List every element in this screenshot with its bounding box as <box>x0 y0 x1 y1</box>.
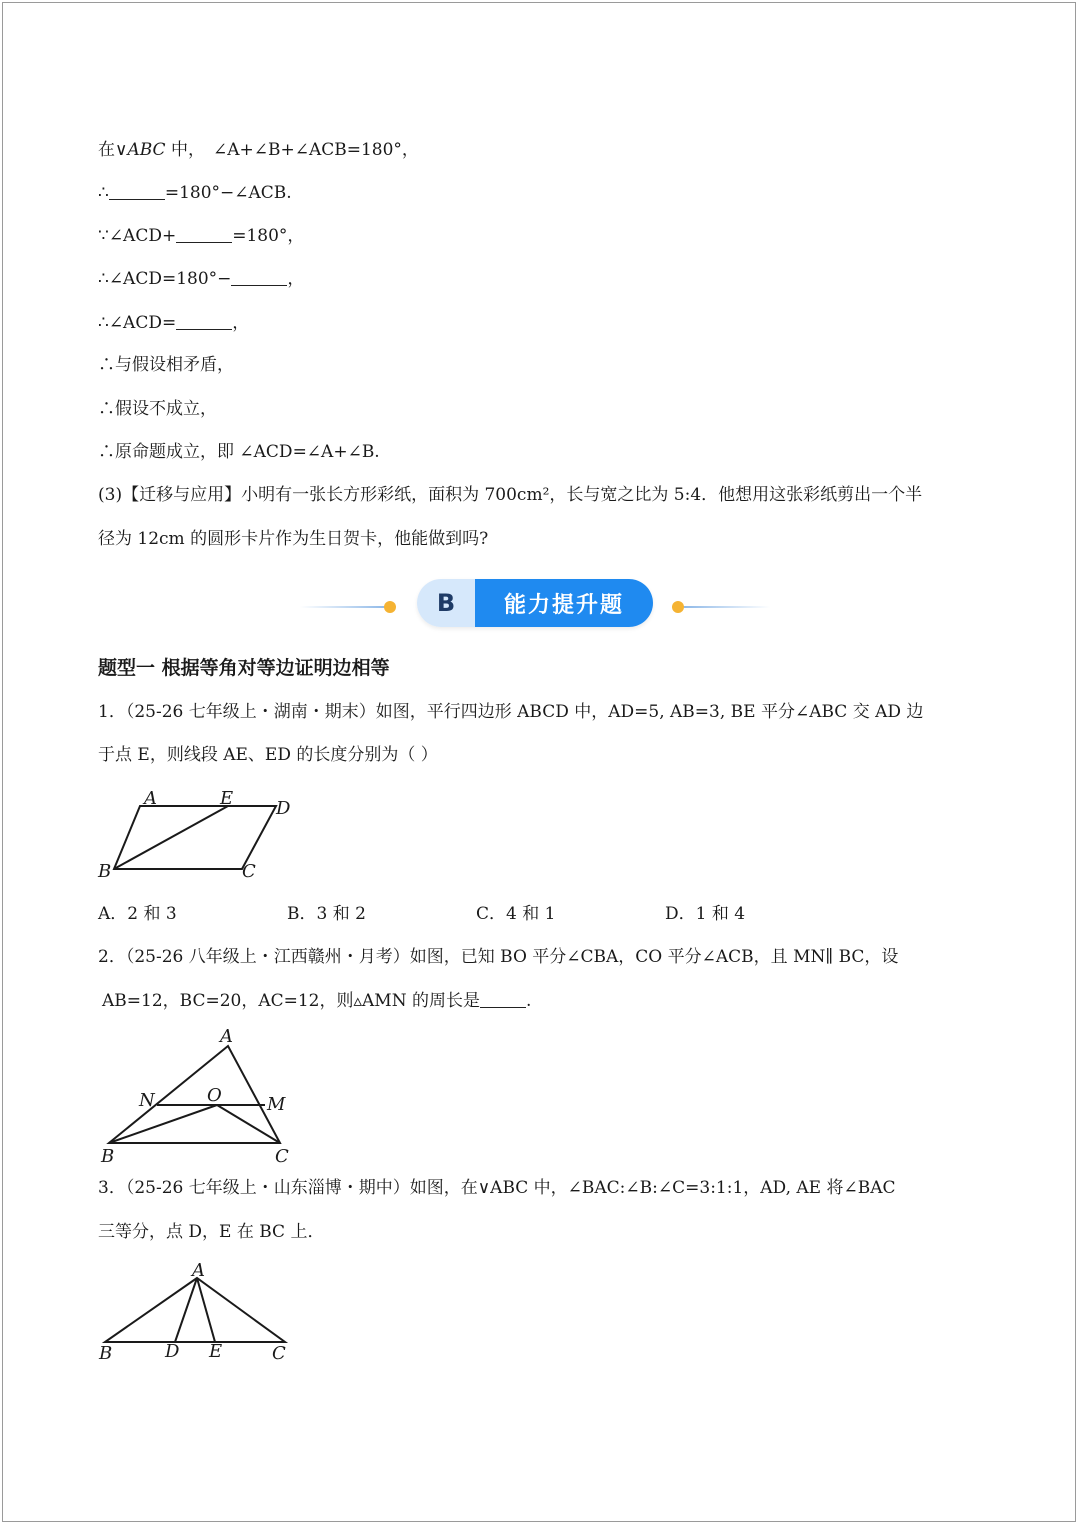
therefore-symbol: ∴ <box>98 183 109 203</box>
proof-line-4 <box>98 268 988 290</box>
problem-2-text: AB=12，BC=20，AC=12，则▵AMN 的周长是 <box>102 991 480 1011</box>
fill-blank[interactable] <box>480 991 526 1008</box>
triangle-ade-figure <box>95 1260 305 1366</box>
proof-text: ∵∠ACD+ <box>98 226 177 246</box>
banner-title: 能力提升题 <box>475 579 653 627</box>
parallelogram-abcd <box>114 806 276 869</box>
proof-text: ∴∠ACD=180°− <box>98 269 232 289</box>
fill-blank[interactable] <box>176 226 232 243</box>
banner-dot-right <box>672 601 684 613</box>
problem-2-line-1: 2．（25-26 八年级上・江西赣州・月考）如图，已知 BO 平分∠CBA，CO 平分∠ACB，且 MN∥ BC，设 <box>98 947 899 967</box>
choice-d[interactable]: D．1 和 4 <box>665 904 746 924</box>
label-c: C <box>275 1146 289 1166</box>
segment-ae <box>197 1278 215 1342</box>
choice-a[interactable]: A．2 和 3 <box>98 904 177 924</box>
proof-line-5 <box>98 312 988 334</box>
label-d: D <box>276 798 291 819</box>
label-e: E <box>209 1341 223 1362</box>
section-heading: 题型一 根据等角对等边证明边相等 <box>98 657 390 679</box>
label-c: C <box>272 1343 286 1364</box>
fill-blank[interactable] <box>176 313 232 330</box>
label-m: M <box>267 1094 286 1115</box>
problem-1-line-2: 于点 E，则线段 AE、ED 的长度分别为（ ） <box>98 745 438 765</box>
proof-text: ， <box>287 269 305 289</box>
proof-text: ， <box>232 313 250 333</box>
banner-letter: B <box>417 579 475 627</box>
label-a: A <box>220 1026 233 1047</box>
proof-line-3 <box>98 225 988 247</box>
proof-text: 在∨ <box>98 140 128 160</box>
proof-line-6: ∴与假设相矛盾， <box>98 355 234 375</box>
proof-text: ∴原命题成立，即 <box>98 442 240 462</box>
triangle-label: ABC <box>127 140 166 160</box>
banner-decor-line-left <box>300 606 386 608</box>
problem-2-line-2 <box>102 990 992 1012</box>
proof-text: ∴∠ACD= <box>98 313 177 333</box>
label-c: C <box>242 861 256 882</box>
section-banner <box>417 579 653 627</box>
banner-decor-line-right <box>684 606 770 608</box>
label-a: A <box>144 788 157 809</box>
label-b: B <box>99 1343 113 1364</box>
choice-b[interactable]: B．3 和 2 <box>287 904 366 924</box>
problem-3-line-2: 三等分，点 D，E 在 BC 上． <box>98 1222 325 1242</box>
label-o: O <box>207 1085 222 1106</box>
proof-text: =180°， <box>232 226 305 246</box>
problem-3-line-1: 3．（25-26 七年级上・山东淄博・期中）如图，在∨ABC 中，∠BAC:∠B:∠C=3:1:1，AD, AE 将∠BAC <box>98 1178 896 1198</box>
angle-sum-equation: ∠A+∠B+∠ACB=180°， <box>212 140 419 160</box>
problem-1-line-1: 1．（25-26 七年级上・湖南・期末）如图，平行四边形 ABCD 中，AD=5, AB=3, BE 平分∠ABC 交 AD 边 <box>98 702 924 722</box>
choice-c[interactable]: C．4 和 1 <box>476 904 556 924</box>
proof-line-1 <box>98 139 988 161</box>
problem-2-text: . <box>526 991 532 1011</box>
question-3-line-1: (3)【迁移与应用】小明有一张长方形彩纸，面积为 700cm²，长与宽之比为 5:4．他想用这张彩纸剪出一个半 <box>98 485 923 505</box>
label-b: B <box>98 861 112 882</box>
proof-line-7: ∴假设不成立， <box>98 399 217 419</box>
label-b: B <box>101 1146 115 1166</box>
segment-bo <box>109 1105 217 1143</box>
label-e: E <box>220 788 234 809</box>
conclusion-equation: ∠ACD=∠A+∠B. <box>239 442 380 462</box>
label-n: N <box>139 1090 155 1111</box>
proof-line-8 <box>98 441 988 463</box>
triangle-abc <box>105 1278 285 1342</box>
label-a: A <box>192 1260 205 1281</box>
label-d: D <box>165 1341 180 1362</box>
proof-text: 中， <box>165 140 205 160</box>
fill-blank[interactable] <box>109 183 165 200</box>
proof-line-2 <box>98 182 988 204</box>
question-3-line-2: 径为 12cm 的圆形卡片作为生日贺卡，他能做到吗? <box>98 529 489 549</box>
segment-be <box>114 806 228 869</box>
triangle-amn-figure <box>95 1024 305 1166</box>
parallelogram-figure <box>90 782 310 886</box>
banner-dot-left <box>384 601 396 613</box>
fill-blank[interactable] <box>231 269 287 286</box>
proof-text: =180°−∠ACB. <box>164 183 292 203</box>
segment-ad <box>175 1278 197 1342</box>
